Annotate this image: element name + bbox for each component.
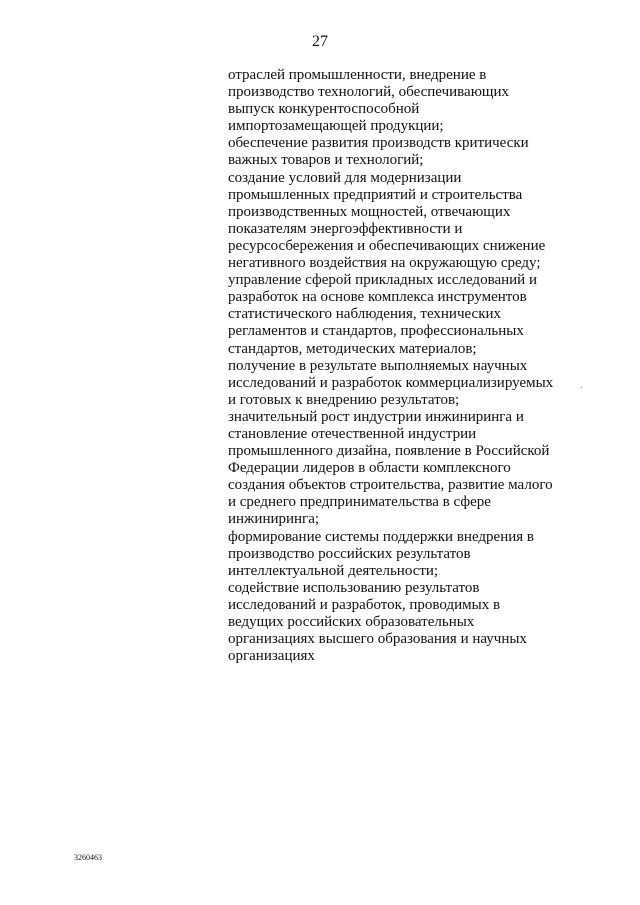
text-line: импортозамещающей продукции;	[228, 118, 444, 135]
text-line: обеспечение развития производств критически	[228, 135, 529, 152]
text-line: становление отечественной индустрии	[228, 425, 477, 442]
text-line: организациях	[228, 648, 315, 665]
text-line: промышленного дизайна, появление в Российской	[228, 443, 550, 460]
text-line: исследований и разработок, проводимых в	[228, 596, 501, 613]
text-line: показателям энергоэффективности и	[228, 220, 463, 237]
text-line: важных товаров и технологий;	[228, 152, 424, 169]
text-line: разработок на основе комплекса инструментов	[228, 289, 527, 306]
text-line: создания объектов строительства, развитие малого	[228, 477, 553, 494]
text-line: значительный рост индустрии инжиниринга и	[228, 408, 524, 425]
scan-speck	[581, 387, 582, 388]
text-line: регламентов и стандартов, профессиональных	[228, 323, 524, 340]
text-line: статистического наблюдения, технических	[228, 306, 502, 323]
text-line: и готовых к внедрению результатов;	[228, 391, 460, 408]
text-line: организациях высшего образования и научных	[228, 631, 527, 648]
text-line: исследований и разработок коммерциализируемых	[228, 374, 554, 391]
document-code: 3260463	[74, 853, 102, 862]
text-line: интеллектуальной деятельности;	[228, 562, 439, 579]
body-text	[228, 67, 568, 665]
text-line: производственных мощностей, отвечающих	[228, 203, 511, 220]
text-line: производство технологий, обеспечивающих	[228, 84, 509, 101]
text-line: производство российских результатов	[228, 545, 471, 562]
text-line: управление сферой прикладных исследований и	[228, 272, 537, 289]
text-line: создание условий для модернизации	[228, 169, 462, 186]
text-line: Федерации лидеров в области комплексного	[228, 460, 511, 477]
text-line: инжиниринга;	[228, 511, 320, 528]
text-line: формирование системы поддержки внедрения в	[228, 528, 534, 545]
page-number: 27	[312, 33, 328, 50]
text-line: содействие использованию результатов	[228, 579, 480, 596]
text-line: и среднего предпринимательства в сфере	[228, 494, 491, 511]
text-line: выпуск конкурентоспособной	[228, 101, 420, 118]
text-line: промышленных предприятий и строительства	[228, 186, 523, 203]
text-line: ресурсосбережения и обеспечивающих снижение	[228, 237, 546, 254]
text-line: негативного воздействия на окружающую среду;	[228, 255, 541, 272]
text-line: ведущих российских образовательных	[228, 614, 475, 630]
text-line: получение в результате выполняемых научных	[228, 357, 528, 374]
text-line: стандартов, методических материалов;	[228, 340, 477, 357]
text-line: отраслей промышленности, внедрение в	[228, 67, 487, 83]
